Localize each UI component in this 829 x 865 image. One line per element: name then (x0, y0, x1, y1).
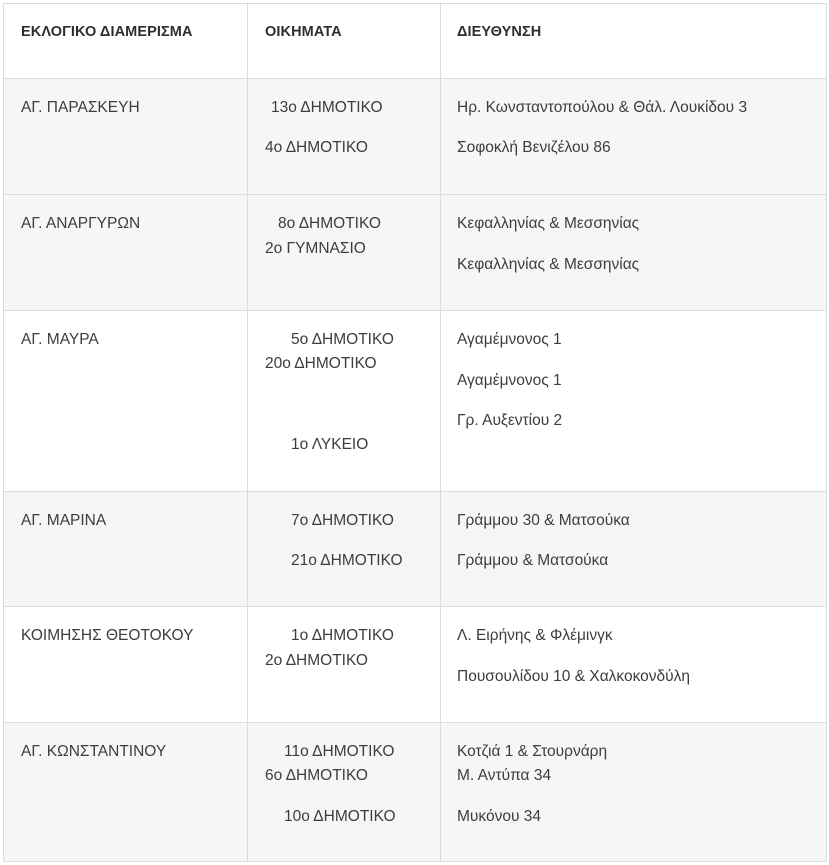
table-row (4, 195, 827, 311)
address-cell (441, 79, 827, 194)
address-cell (441, 607, 827, 722)
district-name: ΚΟΙΜΗΣΗΣ ΘΕΟΤΟΚΟΥ (21, 627, 194, 644)
table-header-row (4, 4, 827, 79)
header-district: ΕΚΛΟΓΙΚΟ ΔΙΑΜΕΡΙΣΜΑ (21, 24, 193, 40)
building-name: 4ο ΔΗΜΟΤΙΚΟ (265, 139, 368, 156)
address-text: Αγαμέμνονος 1 (457, 372, 562, 389)
building-name: 2ο ΔΗΜΟΤΙΚΟ (265, 652, 368, 669)
buildings-cell (248, 723, 441, 861)
buildings-cell (248, 79, 441, 194)
district-name: ΑΓ. ΜΑΥΡΑ (21, 331, 99, 348)
address-cell (441, 311, 827, 491)
header-buildings: ΟΙΚΗΜΑΤΑ (265, 24, 342, 40)
address-text: Σοφοκλή Βενιζέλου 86 (457, 139, 611, 156)
buildings-cell (248, 195, 441, 310)
building-name: 1ο ΛΥΚΕΙΟ (291, 436, 369, 453)
address-cell (441, 195, 827, 310)
district-cell (4, 79, 248, 194)
table-row (4, 311, 827, 492)
header-address: ΔΙΕΥΘΥΝΣΗ (457, 24, 542, 40)
district-cell (4, 723, 248, 861)
building-name: 2ο ΓΥΜΝΑΣΙΟ (265, 240, 366, 257)
district-name: ΑΓ. ΜΑΡΙΝΑ (21, 512, 107, 529)
address-text: Μυκόνου 34 (457, 808, 541, 825)
district-name: ΑΓ. ΑΝΑΡΓΥΡΩΝ (21, 215, 141, 232)
building-name: 5ο ΔΗΜΟΤΙΚΟ (291, 331, 394, 348)
polling-stations-table (3, 3, 827, 862)
district-cell (4, 607, 248, 722)
building-name: 13ο ΔΗΜΟΤΙΚΟ (271, 99, 383, 116)
district-cell (4, 492, 248, 606)
building-name: 21ο ΔΗΜΟΤΙΚΟ (291, 552, 403, 569)
address-text: Κεφαλληνίας & Μεσσηνίας (457, 256, 640, 273)
building-name: 1ο ΔΗΜΟΤΙΚΟ (291, 627, 394, 644)
address-text: Αγαμέμνονος 1 (457, 331, 562, 348)
header-cell-address (441, 4, 827, 78)
table-row (4, 492, 827, 607)
address-text: Ηρ. Κωνσταντοπούλου & Θάλ. Λουκίδου 3 (457, 99, 748, 116)
district-name: ΑΓ. ΠΑΡΑΣΚΕΥΗ (21, 99, 140, 116)
address-text: Πουσουλίδου 10 & Χαλκοκονδύλη (457, 668, 691, 685)
district-cell (4, 311, 248, 491)
building-name: 20ο ΔΗΜΟΤΙΚΟ (265, 355, 377, 372)
address-text: Λ. Ειρήνης & Φλέμινγκ (457, 627, 613, 644)
district-cell (4, 195, 248, 310)
building-name: 11ο ΔΗΜΟΤΙΚΟ (284, 743, 395, 760)
address-text: Γρ. Αυξεντίου 2 (457, 412, 563, 429)
address-cell (441, 723, 827, 861)
header-cell-district (4, 4, 248, 78)
building-name: 8ο ΔΗΜΟΤΙΚΟ (278, 215, 381, 232)
address-text: Κεφαλληνίας & Μεσσηνίας (457, 215, 640, 232)
table-row (4, 607, 827, 723)
address-text: Κοτζιά 1 & Στουρνάρη (457, 743, 608, 760)
address-text: Μ. Αντύπα 34 (457, 767, 552, 784)
header-cell-buildings (248, 4, 441, 78)
buildings-cell (248, 492, 441, 606)
building-name: 6ο ΔΗΜΟΤΙΚΟ (265, 767, 368, 784)
district-name: ΑΓ. ΚΩΝΣΤΑΝΤΙΝΟΥ (21, 743, 167, 760)
table-row (4, 723, 827, 862)
buildings-cell (248, 607, 441, 722)
buildings-cell (248, 311, 441, 491)
table-row (4, 79, 827, 195)
address-text: Γράμμου & Ματσούκα (457, 552, 609, 569)
building-name: 7ο ΔΗΜΟΤΙΚΟ (291, 512, 394, 529)
building-name: 10ο ΔΗΜΟΤΙΚΟ (284, 808, 396, 825)
address-cell (441, 492, 827, 606)
address-text: Γράμμου 30 & Ματσούκα (457, 512, 630, 529)
